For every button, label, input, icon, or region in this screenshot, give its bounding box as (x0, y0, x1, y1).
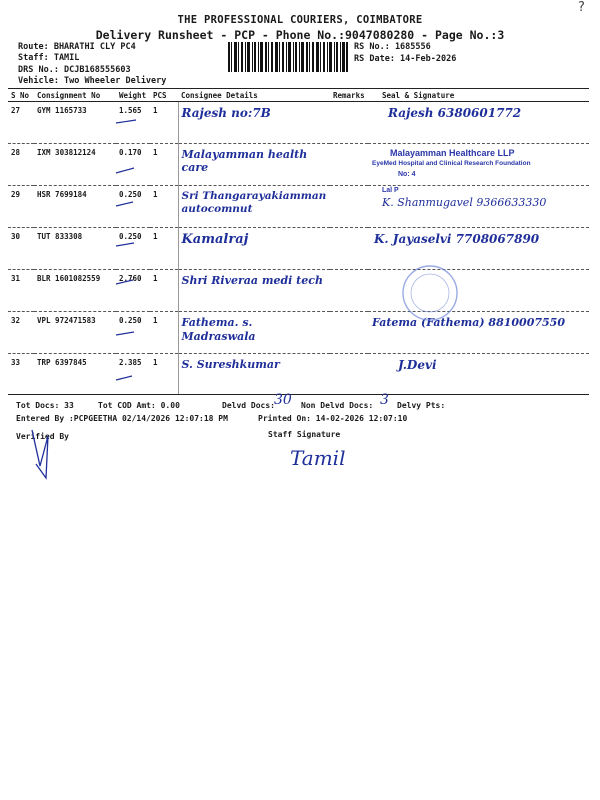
corner-mark: ? (578, 0, 585, 15)
staff-signature-text: Tamil (290, 446, 346, 470)
remarks (330, 228, 368, 270)
table-row (8, 312, 589, 354)
remarks (330, 144, 368, 186)
rs-date: RS Date: 14-Feb-2026 (354, 54, 457, 64)
staff: Staff: TAMIL (18, 53, 80, 63)
delivered-docs-value: 30 (274, 392, 292, 408)
seal-signature (368, 186, 589, 228)
weight: 0.170 (116, 144, 150, 186)
table-header (8, 89, 589, 102)
delivery-points-label: Delvy Pts: (397, 401, 446, 410)
sno: 30 (8, 228, 34, 270)
stamp-line-3: No: 4 (398, 171, 416, 178)
non-delivered-label: Non Delvd Docs: (301, 401, 374, 410)
table-row (8, 102, 589, 144)
drs-number: DRS No.: DCJB168555603 (18, 65, 131, 75)
pcs: 1 (150, 186, 178, 228)
consignee-details: Sri Thangarayakiamman autocomnut (178, 186, 330, 228)
signature-text: K. Shanmugavel 9366633330 (382, 196, 547, 209)
sno: 29 (8, 186, 34, 228)
col-weight: Weight (116, 89, 150, 102)
seal-signature (368, 270, 589, 312)
delivery-ticks (108, 88, 168, 388)
non-delivered-value: 3 (380, 392, 389, 408)
consignment-no: GYM 1165733 (34, 102, 116, 144)
weight: 0.250 (116, 228, 150, 270)
seal-signature: K. Jayaselvi 7708067890 (368, 228, 589, 270)
rs-number: RS No.: 1685556 (354, 42, 431, 52)
table-row (8, 270, 589, 312)
stamp-line-1: Malayamman Healthcare LLP (390, 148, 515, 158)
consignment-no: VPL 972471583 (34, 312, 116, 354)
weight: 2.385 (116, 354, 150, 395)
consignee-details: Kamalraj (178, 228, 330, 270)
table-row (8, 144, 589, 186)
verifier-signature (22, 426, 62, 486)
weight: 0.250 (116, 186, 150, 228)
route: Route: BHARATHI CLY PC4 (18, 42, 136, 52)
seal-signature: Rajesh 6380601772 (368, 102, 589, 144)
sno: 32 (8, 312, 34, 354)
total-docs: Tot Docs: 33 (16, 401, 74, 410)
consignee-details: Malayamman health care (178, 144, 330, 186)
remarks (330, 102, 368, 144)
consignee-details: Rajesh no:7B (178, 102, 330, 144)
verified-by: Verified By (16, 432, 69, 441)
printed-on: Printed On: 14-02-2026 12:07:10 (258, 414, 408, 423)
col-consignment: Consignment No (34, 89, 116, 102)
pcs: 1 (150, 144, 178, 186)
vehicle: Vehicle: Two Wheeler Delivery (18, 76, 167, 86)
pcs: 1 (150, 228, 178, 270)
remarks (330, 270, 368, 312)
col-pcs: PCS (150, 89, 178, 102)
staff-signature-label: Staff Signature (268, 430, 341, 439)
runsheet-table (8, 88, 589, 395)
remarks (330, 312, 368, 354)
consignment-no: BLR 1601082559 (34, 270, 116, 312)
stamp-line-2: EyeMed Hospital and Clinical Research Foundation (372, 160, 531, 167)
col-remarks: Remarks (330, 89, 368, 102)
weight: 1.565 (116, 102, 150, 144)
stamp-line-4: Lal P (382, 187, 399, 194)
consignee-details: Shri Riveraa medi tech (178, 270, 330, 312)
consignee-details: S. Sureshkumar (178, 354, 330, 395)
delivered-docs-label: Delvd Docs: (222, 401, 275, 410)
consignment-no: IXM 303812124 (34, 144, 116, 186)
consignment-no: TRP 6397845 (34, 354, 116, 395)
seal-signature (368, 144, 589, 186)
weight: 2.760 (116, 270, 150, 312)
consignment-no: HSR 7699184 (34, 186, 116, 228)
table-row (8, 186, 589, 228)
col-consignee: Consignee Details (178, 89, 330, 102)
seal-signature: Fatema (Fathema) 8810007550 (368, 312, 589, 354)
consignment-no: TUT 833308 (34, 228, 116, 270)
remarks (330, 186, 368, 228)
sno: 33 (8, 354, 34, 395)
sno: 28 (8, 144, 34, 186)
weight: 0.250 (116, 312, 150, 354)
pcs: 1 (150, 312, 178, 354)
pcs: 1 (150, 270, 178, 312)
remarks (330, 354, 368, 395)
col-sno: S No (8, 89, 34, 102)
runsheet-title: Delivery Runsheet - PCP - Phone No.:9047080280 - Page No.:3 (95, 28, 505, 42)
company-name: THE PROFESSIONAL COURIERS, COIMBATORE (177, 14, 423, 26)
barcode (228, 42, 348, 72)
sno: 27 (8, 102, 34, 144)
sno: 31 (8, 270, 34, 312)
col-seal: Seal & Signature (368, 89, 589, 102)
entered-by: Entered By :PCPGEETHA 02/14/2026 12:07:18 PM (16, 414, 228, 423)
total-cod: Tot COD Amt: 0.00 (98, 401, 180, 410)
pcs: 1 (150, 102, 178, 144)
table-row (8, 228, 589, 270)
seal-signature: J.Devi (368, 354, 589, 395)
round-stamp (390, 262, 470, 324)
consignee-details: Fathema. s. Madraswala (178, 312, 330, 354)
table-row (8, 354, 589, 395)
pcs: 1 (150, 354, 178, 395)
